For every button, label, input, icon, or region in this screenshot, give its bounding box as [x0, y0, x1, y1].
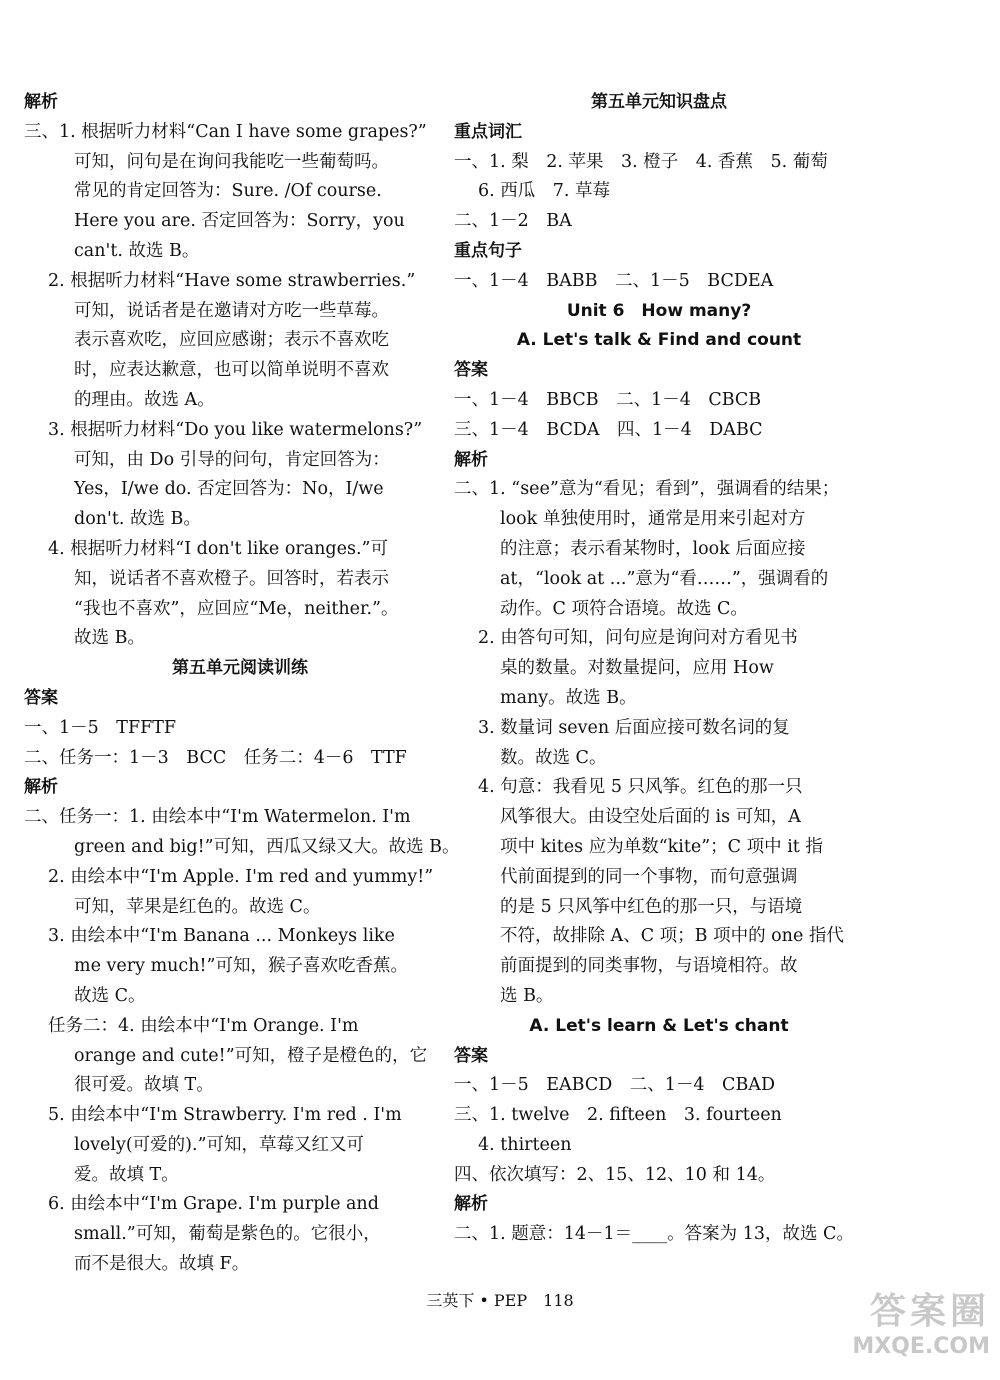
text-line: 的是 5 只风筝中红色的那一只，与语境: [500, 896, 803, 917]
text-line: 可知，说话者是在邀请对方吃一些草莓。: [74, 300, 389, 321]
text-line: 可知，苹果是红色的。故选 C。: [74, 896, 321, 917]
text-line: 3. 由绘本中“I'm Banana ... Monkeys like: [48, 926, 395, 947]
section-heading: 第五单元知识盘点: [591, 92, 727, 112]
section-heading: Unit 6 How many?: [566, 300, 752, 321]
text-line: 三、1. twelve 2. fifteen 3. fourteen: [454, 1105, 782, 1126]
text-line: 知，说话者不喜欢橙子。回答时，若表示: [74, 568, 389, 589]
text-line: 二、任务一：1－3 BCC 任务二：4－6 TTF: [24, 747, 407, 768]
section-heading: 解析: [24, 92, 58, 112]
text-line: 三、1－4 BCDA 四、1－4 DABC: [454, 419, 763, 440]
text-line: 动作。C 项符合语境。故选 C。: [500, 598, 748, 619]
text-line: many。故选 B。: [500, 687, 637, 708]
page-footer: 三英下 • PEP 118: [426, 1291, 574, 1310]
text-line: 任务二：4. 由绘本中“I'm Orange. I'm: [48, 1015, 359, 1036]
section-heading: A. Let's talk & Find and count: [516, 330, 802, 351]
text-line: 故选 C。: [74, 985, 146, 1006]
text-line: 可知，问句是在询问我能吃一些葡萄吗。: [74, 151, 389, 172]
section-heading: 解析: [454, 449, 488, 470]
text-line: 风筝很大。由设空处后面的 is 可知，A: [500, 807, 801, 828]
text-line: 的理由。故选 A。: [74, 389, 215, 410]
text-line: 一、1. 梨 2. 苹果 3. 橙子 4. 香蕉 5. 葡萄: [454, 151, 828, 172]
text-line: 四、依次填写：2、15、12、10 和 14。: [454, 1164, 776, 1185]
section-heading: 答案: [454, 360, 488, 381]
section-heading: A. Let's learn & Let's chant: [529, 1015, 789, 1036]
section-heading: 重点句子: [454, 240, 522, 261]
text-line: 5. 由绘本中“I'm Strawberry. I'm red . I'm: [48, 1105, 402, 1126]
text-line: 二、1－2 BA: [454, 211, 572, 232]
text-line: 时，应表达歉意，也可以简单说明不喜欢: [74, 360, 389, 381]
text-line: small.”可知，葡萄是紫色的。它很小，: [74, 1224, 381, 1245]
text-line: 3. 数量词 seven 后面应接可数名词的复: [478, 717, 790, 738]
text-line: 爱。故填 T。: [74, 1164, 179, 1185]
watermark-url: MXQE.COM: [852, 1334, 990, 1359]
text-line: 6. 由绘本中“I'm Grape. I'm purple and: [48, 1194, 379, 1215]
text-line: Here you are. 否定回答为：Sorry，you: [74, 211, 405, 232]
text-line: 4. thirteen: [478, 1134, 572, 1155]
text-line: 前面提到的同类事物，与语境相符。故: [500, 956, 798, 977]
text-line: look 单独使用时，通常是用来引起对方: [500, 509, 806, 530]
section-heading: 答案: [24, 687, 58, 708]
text-line: 很可爱。故填 T。: [74, 1075, 214, 1096]
text-line: 6. 西瓜 7. 草莓: [478, 181, 611, 202]
watermark-logo: [790, 1290, 990, 1370]
text-line: 表示喜欢吃，应回应感谢；表示不喜欢吃: [74, 330, 389, 351]
text-line: 一、1－5 EABCD 二、1－4 CBAD: [454, 1075, 775, 1096]
text-line: orange and cute!”可知，橙子是橙色的，它: [74, 1045, 428, 1066]
section-heading: 答案: [454, 1045, 488, 1066]
text-line: can't. 故选 B。: [74, 240, 200, 261]
text-line: 可知，由 Do 引导的问句，肯定回答为：: [74, 449, 390, 470]
text-line: me very much!”可知，猴子喜欢吃香蕉。: [74, 956, 408, 977]
text-line: 而不是很大。故填 F。: [74, 1254, 250, 1275]
text-line: 桌的数量。对数量提问，应用 How: [500, 658, 774, 679]
text-line: 的注意；表示看某物时，look 后面应接: [500, 538, 806, 559]
text-line: at，“look at ...”意为“看……”，强调看的: [500, 568, 829, 589]
text-line: lovely(可爱的).”可知，草莓又红又可: [74, 1134, 365, 1155]
text-line: 故选 B。: [74, 628, 145, 649]
text-line: 一、1－5 TFFTF: [24, 717, 177, 738]
text-line: “我也不喜欢”，应回应“Me，neither.”。: [74, 598, 399, 619]
text-line: 代前面提到的同一个事物，而句意强调: [500, 866, 798, 887]
text-line: 一、1－4 BBCB 二、1－4 CBCB: [454, 389, 762, 410]
text-line: 2. 由绘本中“I'm Apple. I'm red and yummy!”: [48, 866, 434, 887]
text-line: 2. 由答句可知，问句应是询问对方看见书: [478, 628, 798, 649]
text-line: 项中 kites 应为单数“kite”；C 项中 it 指: [500, 836, 823, 857]
watermark-title: 答案圈: [869, 1291, 990, 1332]
text-line: 数。故选 C。: [500, 747, 607, 768]
section-heading: 重点词汇: [454, 121, 522, 142]
text-line: 二、任务一：1. 由绘本中“I'm Watermelon. I'm: [24, 807, 411, 828]
text-line: 3. 根据听力材料“Do you like watermelons?”: [48, 419, 423, 440]
section-heading: 解析: [24, 777, 58, 798]
right-column: [454, 88, 864, 1250]
text-line: 2. 根据听力材料“Have some strawberries.”: [48, 270, 416, 291]
text-line: 4. 根据听力材料“I don't like oranges.”可: [48, 538, 388, 559]
text-line: 二、1. “see”意为“看见；看到”，强调看的结果；: [454, 479, 840, 500]
text-line: green and big!”可知，西瓜又绿又大。故选 B。: [74, 836, 460, 857]
text-line: don't. 故选 B。: [74, 509, 201, 530]
text-line: Yes，I/we do. 否定回答为：No，I/we: [74, 479, 384, 500]
text-line: 二、1. 题意：14－1＝____。答案为 13，故选 C。: [454, 1224, 854, 1245]
text-line: 4. 句意：我看见 5 只风筝。红色的那一只: [478, 777, 803, 798]
text-line: 不符，故排除 A、C 项；B 项中的 one 指代: [500, 926, 844, 947]
text-line: 一、1－4 BABB 二、1－5 BCDEA: [454, 270, 774, 291]
left-column: [24, 88, 460, 1280]
section-heading: 第五单元阅读训练: [172, 658, 308, 679]
text-line: 常见的肯定回答为：Sure. /Of course.: [74, 181, 382, 202]
section-heading: 解析: [454, 1194, 488, 1215]
text-line: 选 B。: [500, 985, 554, 1006]
text-line: 三、1. 根据听力材料“Can I have some grapes?”: [24, 121, 427, 142]
